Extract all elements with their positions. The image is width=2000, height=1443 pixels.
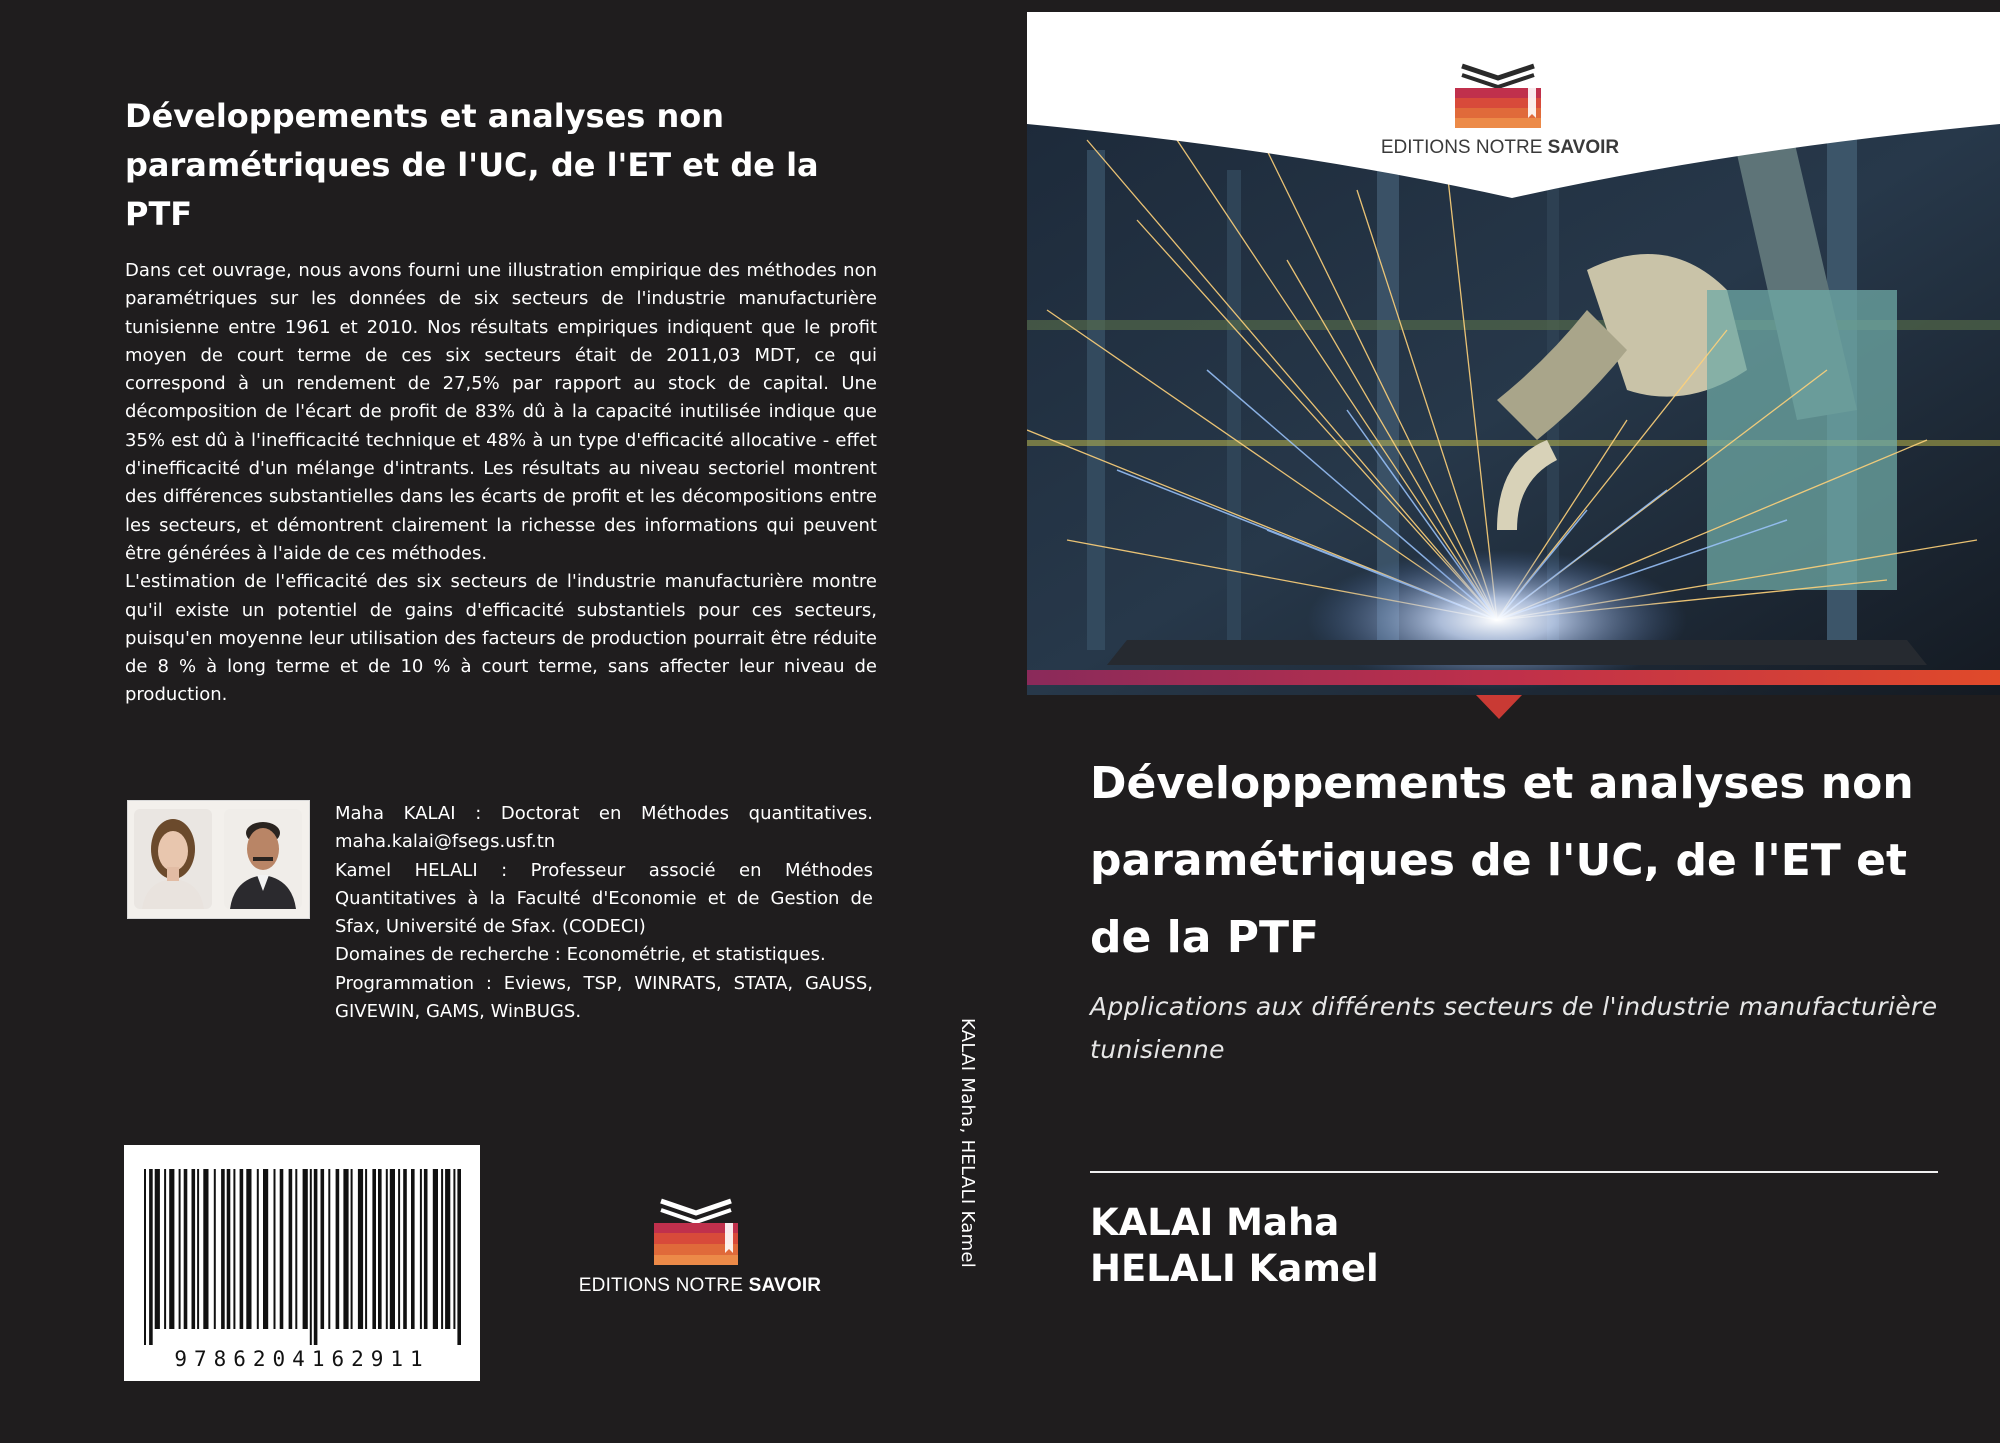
barcode-bar: [457, 1169, 461, 1345]
back-cover-summary: [125, 257, 877, 710]
front-publisher-name: [1350, 137, 1650, 159]
front-cover-subtitle: Applications aux différents secteurs de l'industrie manufacturière tunisienne: [1090, 992, 1938, 1064]
barcode-bar: [303, 1169, 308, 1329]
barcode-bar: [398, 1169, 400, 1329]
barcode-bar: [214, 1169, 216, 1329]
front-authors: [1090, 1200, 1379, 1292]
barcode-bar: [149, 1169, 153, 1345]
barcode-bar: [246, 1169, 251, 1329]
barcode-bar: [221, 1169, 225, 1329]
barcode-bar: [336, 1169, 340, 1329]
bio-helali: Kamel HELALI : Professeur associé en Méthodes Quantitatives à la Faculté d'Economie et de Gestion de Sfax, Université de Sfax. (CODECI): [335, 859, 873, 938]
front-divider: [1090, 1171, 1938, 1173]
back-cover-title: Développements et analyses non paramétriques de l'UC, de l'ET et de la PTF: [125, 97, 819, 233]
author-photo-kalai: [134, 809, 212, 909]
barcode-bar: [386, 1169, 388, 1329]
barcode-bar: [314, 1169, 318, 1345]
summary-paragraph-1: Dans cet ouvrage, nous avons fourni une illustration empirique des méthodes non paramétriques sur les données de six secteurs de l'industrie manufacturière tunisienne entre 1961 et 2010. Nos résultats empiriques indiquent que le profit moyen de court terme de ces six secteurs était de 2011,03 MDT, ce qui correspond à un rendement de 27,5% par rapport au stock de capital. Une décomposition de l'écart de profit de 83% dû à la capacité inutilisée indique que 35% est dû à l'inefficacité technique et 48% à un type d'efficacité allocative - effet d'inefficacité d'un mélange d'intrants. Les résultats au niveau sectoriel montrent des différences substantielles dans les écarts de profit et les décompositions entre les secteurs, et démontrent clairement la richesse des informations qui peuvent être générées à l'aide de ces méthodes.: [125, 260, 877, 564]
publisher-bold: SAVOIR: [1547, 137, 1620, 158]
barcode-bar: [445, 1169, 450, 1329]
barcode-bar: [179, 1169, 181, 1329]
barcode-bar: [233, 1169, 235, 1329]
publisher-plain: EDITIONS NOTRE: [1380, 137, 1548, 158]
front-publisher-logo-icon: [1452, 58, 1544, 130]
barcode-bar: [420, 1169, 422, 1329]
barcode-bar: [280, 1169, 284, 1329]
barcode-bar: [227, 1169, 231, 1329]
summary-paragraph-2: L'estimation de l'efficacité des six secteurs de l'industrie manufacturière montre qu'il existe un potentiel de gains d'efficacité substantiels pour ces secteurs, puisqu'en moyenne leur utilisation des facteurs de production pourrait être réduite de 8 % à long terme et de 10 % à court terme, sans affecter leur niveau de production.: [125, 571, 877, 706]
strip-pointer: [1476, 695, 1522, 719]
bio-research-domains: Domaines de recherche : Econométrie, et statistiques.: [335, 944, 826, 966]
barcode-bar: [257, 1169, 259, 1329]
author-name-2: HELALI Kamel: [1090, 1247, 1379, 1290]
spine-authors: KALAI Maha, HELALI Kamel: [957, 1018, 978, 1269]
barcode-bar: [184, 1169, 188, 1329]
barcode-bar: [274, 1169, 276, 1329]
author-photos: [127, 800, 310, 919]
barcode-bar: [343, 1169, 348, 1329]
barcode-bar: [411, 1169, 415, 1329]
barcode-bar: [433, 1169, 438, 1329]
author-biographies: [335, 800, 873, 1026]
cover-photo-welding: [1027, 110, 2000, 695]
publisher-bold: SAVOIR: [748, 1275, 822, 1296]
barcode-bar: [358, 1169, 363, 1329]
back-publisher-name: [575, 1275, 825, 1297]
barcode-bar: [155, 1169, 160, 1329]
barcode-bar: [169, 1169, 174, 1329]
barcode-bar: [328, 1169, 330, 1329]
barcode-bar: [164, 1169, 166, 1329]
barcode-bar: [365, 1169, 367, 1329]
author-photo-helali: [224, 809, 302, 909]
isbn-digits: 9786204162911: [174, 1347, 430, 1371]
barcode-bar: [441, 1169, 443, 1329]
bio-kalai: Maha KALAI : Doctorat en Méthodes quantitatives. maha.kalai@fsegs.usf.tn: [335, 803, 873, 853]
barcode-bar: [372, 1169, 376, 1329]
barcode-bar: [453, 1169, 455, 1329]
barcode-bar: [321, 1169, 325, 1329]
back-publisher-logo-icon: [651, 1193, 741, 1267]
author-name-1: KALAI Maha: [1090, 1201, 1340, 1244]
barcode-bar: [240, 1169, 244, 1329]
barcode-bar: [203, 1169, 208, 1329]
barcode-bar: [310, 1169, 312, 1345]
barcode-bar: [144, 1169, 146, 1345]
front-cover-title: Développements et analyses non paramétriques de l'UC, de l'ET et de la PTF: [1090, 758, 1914, 963]
isbn-barcode: [124, 1145, 480, 1381]
barcode-bar: [289, 1169, 293, 1329]
barcode-bar: [378, 1169, 382, 1329]
barcode-bar: [424, 1169, 428, 1329]
bio-programming: Programmation : Eviews, TSP, WINRATS, STATA, GAUSS, GIVEWIN, GAMS, WinBUGS.: [335, 972, 873, 1023]
barcode-bar: [263, 1169, 268, 1329]
barcode-bar: [390, 1169, 395, 1329]
barcode-bar: [351, 1169, 353, 1329]
barcode-bar: [403, 1169, 407, 1329]
barcode-bar: [192, 1169, 196, 1329]
barcode-bars: [124, 1145, 480, 1345]
barcode-bar: [197, 1169, 199, 1329]
publisher-plain: EDITIONS NOTRE: [578, 1275, 749, 1296]
barcode-bar: [295, 1169, 297, 1329]
